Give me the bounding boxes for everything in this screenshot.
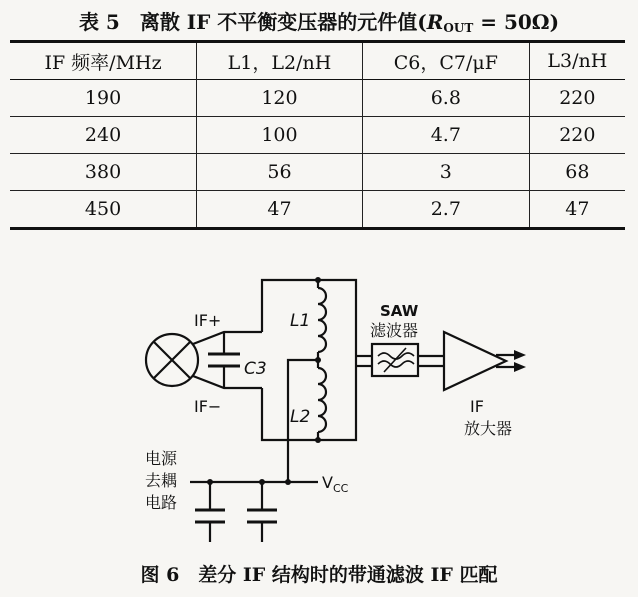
node-cap2	[259, 479, 265, 485]
amp-out-arrow-a	[514, 350, 526, 360]
label-saw-1: SAW	[380, 302, 419, 320]
label-vcc-main: V	[322, 473, 333, 492]
cell-frequency: 450	[84, 198, 122, 220]
cell-l1-l2: 56	[197, 154, 363, 191]
node-l2-bottom	[315, 437, 321, 443]
col-header-frequency: IF 频率/MHz	[44, 51, 162, 74]
wire-bottom	[262, 360, 356, 440]
label-c3: C3	[244, 359, 267, 379]
cell-l3: 220	[529, 117, 625, 154]
label-amp-2: 放大器	[464, 419, 513, 438]
component-value-table	[10, 40, 625, 230]
col-header-l1-l2: L1，L2/nH	[197, 42, 363, 80]
cell-c6-c7: 2.7	[362, 191, 529, 229]
node-center-tap	[315, 357, 321, 363]
col-header-l3: L3/nH	[529, 42, 625, 80]
cell-l3: 220	[529, 80, 625, 117]
label-decoupling-3: 电路	[145, 493, 178, 512]
label-if-minus: IF−	[194, 397, 222, 416]
if-amplifier-icon	[444, 332, 506, 390]
label-if-plus: IF+	[194, 311, 222, 330]
cell-frequency: 190	[84, 87, 122, 109]
label-amp-1: IF	[470, 397, 484, 416]
wire-if-plus	[193, 332, 262, 344]
circuit-diagram	[0, 260, 638, 555]
table-row	[10, 154, 625, 191]
cell-l1-l2: 100	[197, 117, 363, 154]
cell-c6-c7: 6.8	[362, 80, 529, 117]
table-row	[10, 80, 625, 117]
cell-frequency: 380	[84, 161, 122, 183]
table-title-r: R	[426, 10, 444, 34]
node-cap1	[207, 479, 213, 485]
figure-caption: 图 6 差分 IF 结构时的带通滤波 IF 匹配	[140, 564, 498, 586]
table-header-row	[10, 42, 625, 80]
label-vcc-sub: CC	[332, 482, 349, 495]
label-decoupling-1: 电源	[145, 449, 178, 468]
cell-l3: 68	[529, 154, 625, 191]
table-row	[10, 117, 625, 154]
l2-inductor-coil	[318, 368, 326, 432]
l1-inductor-coil	[318, 288, 326, 352]
cell-c6-c7: 4.7	[362, 117, 529, 154]
saw-filter-slash	[384, 348, 406, 372]
label-vcc	[322, 473, 349, 495]
node-l1-top	[315, 277, 321, 283]
label-saw-2: 滤波器	[370, 321, 419, 340]
cell-c6-c7: 3	[362, 154, 529, 191]
table-title-sub: OUT	[443, 21, 474, 35]
cell-l3: 47	[529, 191, 625, 229]
table-row	[10, 191, 625, 229]
node-vcc	[285, 479, 291, 485]
cell-frequency: 240	[84, 124, 122, 146]
table-title	[0, 6, 638, 35]
col-header-c6-c7: C6，C7/μF	[362, 42, 529, 80]
label-decoupling-2: 去耦	[145, 471, 178, 490]
label-l1: L1	[290, 311, 311, 331]
label-l2: L2	[290, 407, 311, 427]
amp-out-arrow-b	[514, 362, 526, 372]
cell-l1-l2: 47	[197, 191, 363, 229]
table-title-suffix: = 50Ω)	[473, 10, 560, 34]
cell-l1-l2: 120	[197, 80, 363, 117]
saw-filter-wave-b	[378, 361, 414, 367]
table-title-prefix: 表 5 离散 IF 不平衡变压器的元件值(	[78, 10, 427, 34]
